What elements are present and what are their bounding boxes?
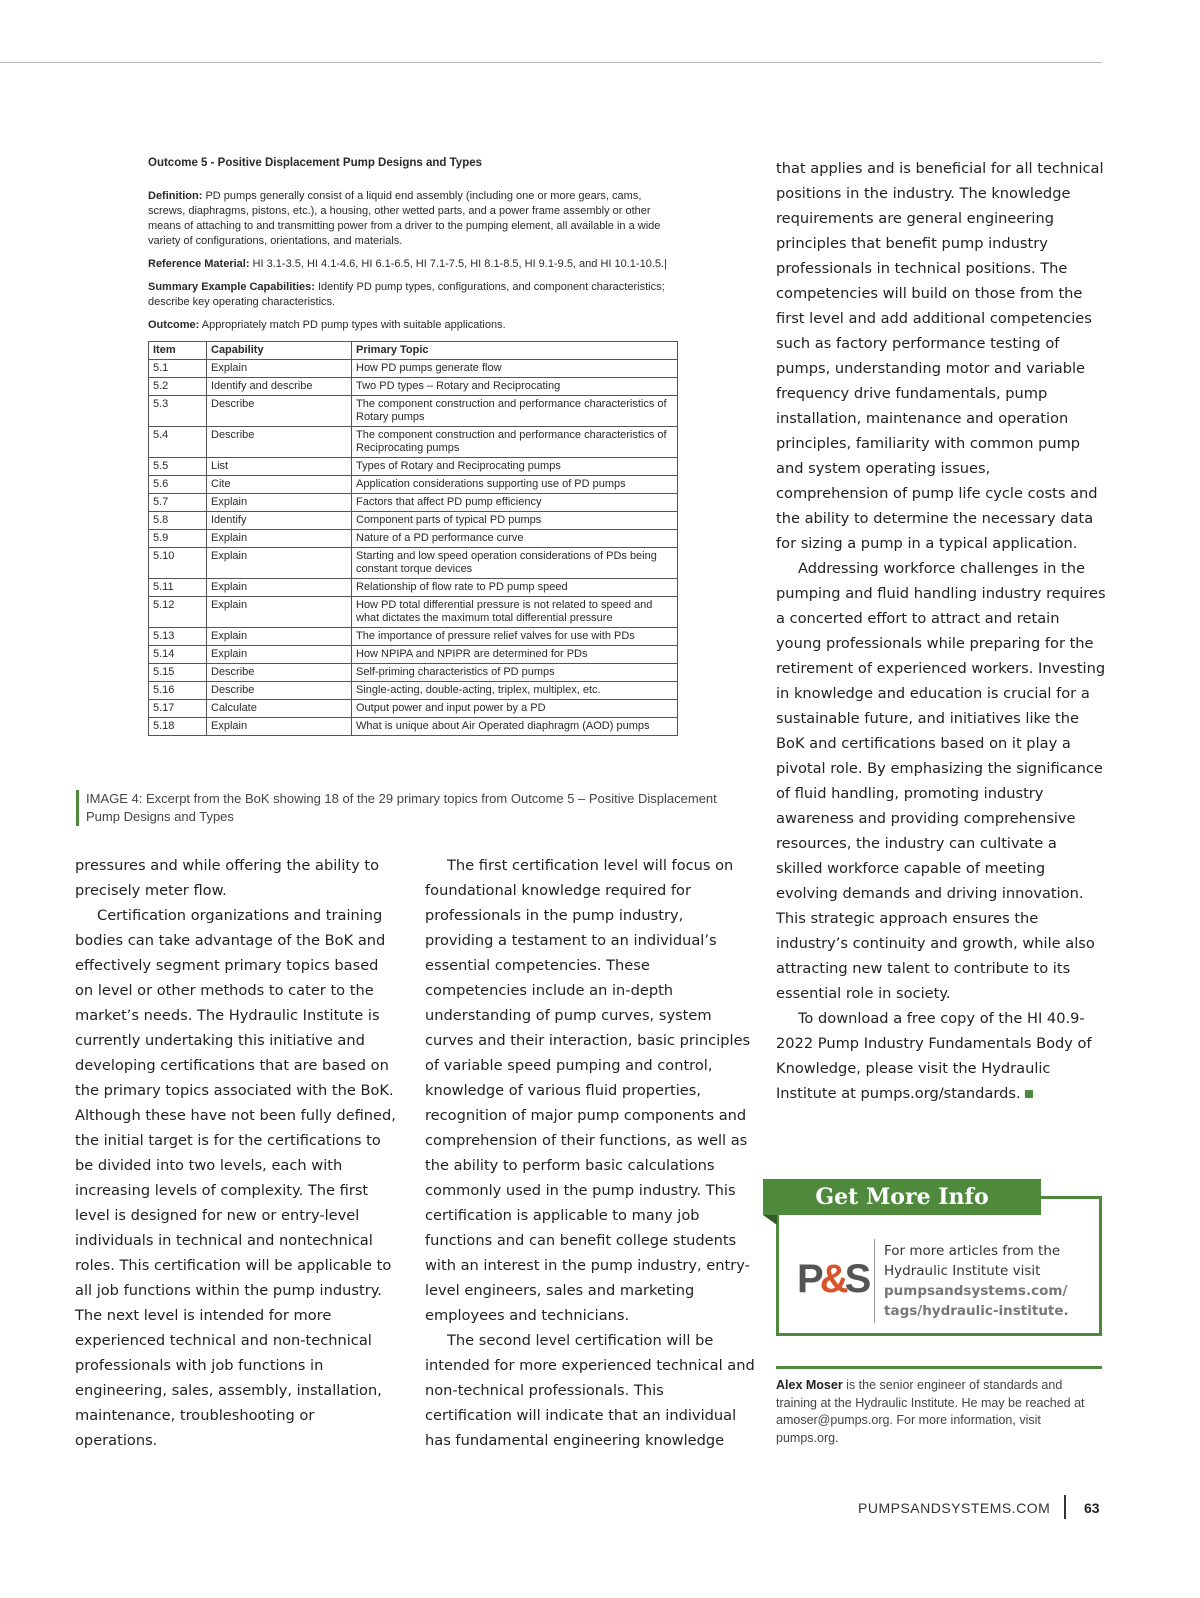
info-banner-heading: Get More Info [763, 1179, 1041, 1215]
summary-text: Identify PD pump types, configurations, and component characteristics; describe key operating characteristics. [148, 281, 665, 308]
table-cell-capability: Explain [207, 360, 352, 378]
table-cell-primary-topic: How NPIPA and NPIPR are determined for PDs [352, 646, 678, 664]
info-text: For more articles from the Hydraulic Institute visit pumpsandsystems.com/ tags/hydraulic-institute. [884, 1243, 1069, 1319]
table-cell-capability: Describe [207, 427, 352, 458]
table-row [149, 597, 678, 628]
table-row [149, 646, 678, 664]
outcome-label: Outcome: [148, 319, 200, 331]
topics-table [148, 341, 678, 736]
table-cell-capability: Explain [207, 494, 352, 512]
table-cell-primary-topic: Nature of a PD performance curve [352, 530, 678, 548]
article-paragraph: that applies and is beneficial for all technical positions in the industry. The knowledge requirements are general engineering principles that benefit pump industry professionals in technical positions. The competencies will build on those from the first level and add additional competencies such as factory performance testing of pumps, understanding motor and variable frequency drive fundamentals, pump installation, maintenance and operation principles, familiarity with common pump and system operating issues, comprehension of pump life cycle costs and the ability to determine the necessary data for sizing a pump in a typical application. [776, 160, 1104, 552]
table-row [149, 700, 678, 718]
page-number: 63 [1084, 1500, 1100, 1516]
table-cell-primary-topic: Component parts of typical PD pumps [352, 512, 678, 530]
table-cell-primary-topic: How PD pumps generate flow [352, 360, 678, 378]
table-row [149, 628, 678, 646]
table-cell-capability: Identify and describe [207, 378, 352, 396]
table-cell-item: 5.9 [149, 530, 207, 548]
info-divider [874, 1239, 875, 1323]
table-body [149, 360, 678, 736]
article-column-2 [425, 853, 755, 1453]
footer-site: PUMPSANDSYSTEMS.COM [858, 1500, 1051, 1516]
table-cell-item: 5.4 [149, 427, 207, 458]
table-cell-primary-topic: Self-priming characteristics of PD pumps [352, 664, 678, 682]
table-header-item: Item [149, 342, 207, 360]
table-cell-item: 5.2 [149, 378, 207, 396]
table-cell-capability: Cite [207, 476, 352, 494]
table-cell-primary-topic: What is unique about Air Operated diaphragm (AOD) pumps [352, 718, 678, 736]
table-row [149, 664, 678, 682]
table-cell-item: 5.3 [149, 396, 207, 427]
table-cell-primary-topic: Factors that affect PD pump efficiency [352, 494, 678, 512]
table-cell-capability: Explain [207, 646, 352, 664]
table-cell-item: 5.14 [149, 646, 207, 664]
table-row [149, 548, 678, 579]
table-cell-item: 5.18 [149, 718, 207, 736]
reference-text: HI 3.1-3.5, HI 4.1-4.6, HI 6.1-6.5, HI 7.1-7.5, HI 8.1-8.5, HI 9.1-9.5, and HI 10.1-10.5.| [249, 258, 667, 270]
outcome-text: Appropriately match PD pump types with suitable applications. [199, 319, 506, 331]
article-paragraph: The first certification level will focus on foundational knowledge required for professionals in the pump industry, providing a testament to an individual’s essential competencies. These competencies include an in-depth understanding of pump curves, system curves and their interaction, basic principles of variable speed pumping and control, knowledge of various fluid properties, recognition of major pump components and comprehension of their functions, as well as the ability to perform basic calculations commonly used in the pump industry. This certification is applicable to many job functions and can benefit college students with an interest in the pump industry, entry-level engineers, sales and marketing employees and technicians. [425, 857, 751, 1324]
table-cell-capability: Describe [207, 664, 352, 682]
table-header-primary-topic: Primary Topic [352, 342, 678, 360]
summary-label: Summary Example Capabilities: [148, 281, 315, 293]
table-cell-primary-topic: Application considerations supporting use of PD pumps [352, 476, 678, 494]
table-row [149, 530, 678, 548]
reference-label: Reference Material: [148, 258, 250, 270]
table-cell-primary-topic: Two PD types – Rotary and Reciprocating [352, 378, 678, 396]
table-cell-item: 5.16 [149, 682, 207, 700]
figure-outcome [148, 318, 678, 333]
table-header-row [149, 342, 678, 360]
article-paragraph: Addressing workforce challenges in the pumping and fluid handling industry requires a concerted effort to attract and retain young professionals while preparing for the retirement of experienced workers. Investing in knowledge and education is crucial for a sustainable future, and initiatives like the BoK and certifications based on it play a pivotal role. By emphasizing the significance of fluid handling, promoting industry awareness and providing comprehensive resources, the industry can cultivate a skilled workforce capable of meeting evolving demands and driving innovation. This strategic approach ensures the industry’s continuity and growth, while also attracting new talent to contribute to its essential role in society. [776, 560, 1106, 1002]
info-link[interactable]: pumpsandsystems.com/ tags/hydraulic-institute. [884, 1283, 1069, 1319]
table-cell-capability: Explain [207, 718, 352, 736]
table-cell-item: 5.17 [149, 700, 207, 718]
table-row [149, 494, 678, 512]
table-row [149, 396, 678, 427]
definition-label: Definition: [148, 190, 203, 202]
table-cell-item: 5.1 [149, 360, 207, 378]
table-cell-primary-topic: Types of Rotary and Reciprocating pumps [352, 458, 678, 476]
article-paragraph: Certification organizations and training bodies can take advantage of the BoK and effectively segment primary topics based on level or other methods to cater to the market’s needs. The Hydraulic Institute is currently undertaking this initiative and developing certifications that are based on the primary topics associated with the BoK. Although these have not been fully defined, the initial target is for the certifications to be divided into two levels, each with increasing levels of complexity. The first level is designed for new or entry-level individuals in technical and nontechnical roles. This certification will be applicable to all job functions within the pump industry. The next level is intended for more experienced technical and non-technical professionals with job functions in engineering, sales, assembly, installation, maintenance, troubleshooting or operations. [75, 907, 396, 1449]
table-cell-item: 5.15 [149, 664, 207, 682]
end-mark-icon [1025, 1090, 1033, 1098]
figure-title: Outcome 5 - Positive Displacement Pump Designs and Types [148, 157, 483, 169]
table-cell-primary-topic: How PD total differential pressure is not related to speed and what dictates the maximum total differential pressure [352, 597, 678, 628]
table-cell-primary-topic: Output power and input power by a PD [352, 700, 678, 718]
figure-reference [148, 257, 678, 272]
table-cell-primary-topic: Starting and low speed operation considerations of PDs being constant torque devices [352, 548, 678, 579]
top-rule [0, 62, 1102, 63]
table-row [149, 378, 678, 396]
table-cell-item: 5.10 [149, 548, 207, 579]
table-cell-capability: Explain [207, 597, 352, 628]
table-cell-item: 5.11 [149, 579, 207, 597]
table-cell-primary-topic: The importance of pressure relief valves for use with PDs [352, 628, 678, 646]
table-cell-primary-topic: Relationship of flow rate to PD pump speed [352, 579, 678, 597]
article-paragraph: The second level certification will be intended for more experienced technical and non-technical professionals. This certification will indicate that an individual has fundamental engineering knowledge [425, 1332, 755, 1449]
table-cell-primary-topic: Single-acting, double-acting, triplex, multiplex, etc. [352, 682, 678, 700]
table-cell-item: 5.7 [149, 494, 207, 512]
table-cell-capability: Identify [207, 512, 352, 530]
figure-summary [148, 280, 678, 310]
table-header-capability: Capability [207, 342, 352, 360]
bok-excerpt-figure [148, 157, 678, 736]
table-row [149, 512, 678, 530]
table-row [149, 458, 678, 476]
author-bio-text: is the senior engineer of standards and training at the Hydraulic Institute. He may be reached at amoser@pumps.org. For more information, visit pumps.org. [776, 1378, 1085, 1445]
table-row [149, 718, 678, 736]
table-cell-capability: Describe [207, 682, 352, 700]
table-cell-capability: Calculate [207, 700, 352, 718]
footer-divider [1064, 1495, 1066, 1519]
author-bio [776, 1366, 1102, 1447]
pumps-and-systems-logo: P&S [797, 1257, 868, 1301]
table-row [149, 360, 678, 378]
table-cell-primary-topic: The component construction and performance characteristics of Reciprocating pumps [352, 427, 678, 458]
table-cell-capability: List [207, 458, 352, 476]
article-column-3 [776, 156, 1106, 1106]
table-cell-capability: Describe [207, 396, 352, 427]
author-name: Alex Moser [776, 1378, 843, 1392]
article-paragraph: pressures and while offering the ability to precisely meter flow. [75, 857, 380, 899]
figure-definition [148, 189, 678, 249]
table-cell-capability: Explain [207, 548, 352, 579]
definition-text: PD pumps generally consist of a liquid end assembly (including one or more gears, cams, screws, diaphragms, pistons, etc.), a housing, other wetted parts, and a power frame assembly or other means of attaching to and transmitting power from a driver to the pumping element, all available in a wide variety of configurations, orientations, and materials. [148, 190, 661, 247]
table-cell-item: 5.6 [149, 476, 207, 494]
article-paragraph: To download a free copy of the HI 40.9-2022 Pump Industry Fundamentals Body of Knowledge, please visit the Hydraulic Institute at pumps.org/standards. [776, 1010, 1092, 1102]
table-cell-item: 5.13 [149, 628, 207, 646]
get-more-info-box [763, 1179, 1103, 1337]
table-cell-item: 5.8 [149, 512, 207, 530]
table-cell-capability: Explain [207, 530, 352, 548]
article-column-1 [75, 853, 400, 1453]
table-row [149, 682, 678, 700]
table-cell-capability: Explain [207, 628, 352, 646]
table-row [149, 476, 678, 494]
figure-caption: IMAGE 4: Excerpt from the BoK showing 18 of the 29 primary topics from Outcome 5 – Positive Displacement Pump Designs and Types [76, 790, 726, 826]
table-cell-item: 5.12 [149, 597, 207, 628]
table-row [149, 427, 678, 458]
table-cell-primary-topic: The component construction and performance characteristics of Rotary pumps [352, 396, 678, 427]
table-row [149, 579, 678, 597]
table-cell-item: 5.5 [149, 458, 207, 476]
info-banner-fold [763, 1215, 777, 1225]
table-cell-capability: Explain [207, 579, 352, 597]
